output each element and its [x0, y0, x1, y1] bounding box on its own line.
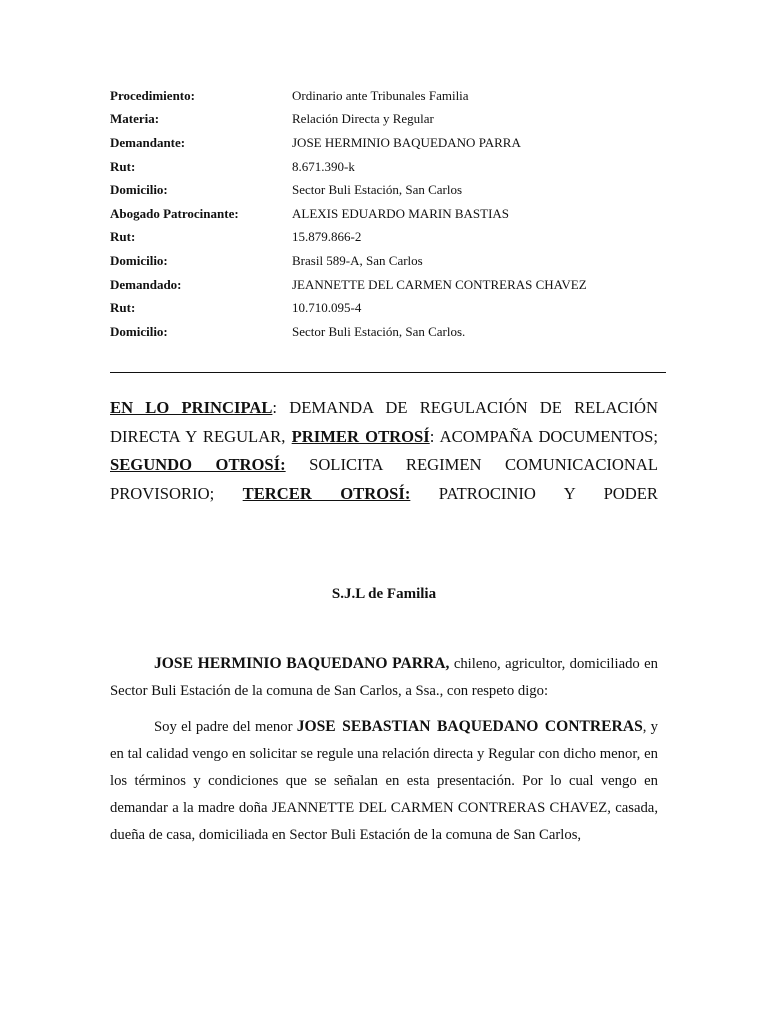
- facts-paragraph: [110, 713, 658, 849]
- header-value: Sector Buli Estación, San Carlos: [292, 182, 463, 198]
- court-title: S.J.L de Familia: [331, 586, 437, 602]
- header-label: Abogado Patrocinante:: [110, 205, 239, 221]
- header-row: [110, 108, 670, 132]
- child-name: JOSE SEBASTIAN BAQUEDANO CONTRERAS: [296, 718, 643, 735]
- header-value: 8.671.390-k: [292, 158, 355, 174]
- facts-text-before: Soy el padre del menor: [154, 719, 297, 735]
- plaintiff-name: JOSE HERMINIO BAQUEDANO PARRA,: [154, 655, 450, 672]
- facts-text-middle: , y en tal calidad vengo en solicitar se regule una relación directa y Regular con dicho menor, en los términos y condiciones que se señalan en esta presentación. Por lo cual vengo en demandar a la madre doña: [110, 719, 659, 816]
- header-row: [110, 202, 670, 226]
- header-row: [110, 249, 670, 273]
- header-row: [110, 296, 670, 320]
- first-otrosi-label: PRIMER OTROSÍ: [291, 426, 430, 446]
- header-label: Domicilio:: [110, 252, 168, 268]
- header-label: Materia:: [110, 111, 160, 127]
- header-label: Rut:: [110, 158, 136, 174]
- header-value: Sector Buli Estación, San Carlos.: [292, 323, 466, 339]
- first-otrosi-text: : ACOMPAÑA DOCUMENTOS;: [429, 426, 658, 446]
- header-label: Domicilio:: [110, 182, 168, 198]
- header-value: Ordinario ante Tribunales Familia: [292, 87, 469, 103]
- header-row: [110, 84, 670, 108]
- header-row: [110, 320, 670, 344]
- section-divider: [110, 372, 666, 373]
- principal-text: : DEMANDA DE REGULACIÓN DE RELACIÓN DIRECTA Y REGULAR,: [110, 398, 658, 446]
- header-row: [110, 155, 670, 179]
- header-label: Demandado:: [110, 276, 182, 292]
- facts-text-after: , casada, dueña de casa, domiciliada en Sector Buli Estación de la comuna de San Carlos,: [110, 800, 658, 843]
- third-otrosi-label: TERCER OTROSÍ:: [242, 483, 411, 503]
- header-value: Brasil 589-A, San Carlos: [292, 252, 423, 268]
- header-row: [110, 273, 670, 297]
- header-label: Rut:: [110, 229, 136, 245]
- header-value: 10.710.095-4: [292, 300, 362, 316]
- third-otrosi-text: PATROCINIO Y PODER: [410, 483, 658, 503]
- header-label: Domicilio:: [110, 323, 168, 339]
- header-row: [110, 226, 670, 250]
- mother-name: JEANNETTE DEL CARMEN CONTRERAS CHAVEZ: [271, 800, 608, 816]
- header-value: JOSE HERMINIO BAQUEDANO PARRA: [292, 134, 521, 150]
- intro-paragraph: [110, 650, 658, 705]
- header-label: Rut:: [110, 300, 136, 316]
- header-value: JEANNETTE DEL CARMEN CONTRERAS CHAVEZ: [292, 276, 587, 292]
- case-header-table: [110, 84, 670, 344]
- petition-summary: [110, 394, 658, 508]
- header-row: [110, 178, 670, 202]
- header-value: Relación Directa y Regular: [292, 111, 434, 127]
- header-row: [110, 131, 670, 155]
- principal-label: EN LO PRINCIPAL: [110, 398, 273, 417]
- header-label: Procedimiento:: [110, 87, 195, 103]
- intro-text: chileno, agricultor, domiciliado en Sector Buli Estación de la comuna de San Carlos, a Ssa., con respeto digo:: [110, 656, 658, 699]
- second-otrosi-text: SOLICITA REGIMEN COMUNICACIONAL PROVISORIO;: [110, 455, 659, 503]
- header-value: 15.879.866-2: [292, 229, 362, 245]
- petition-body: [110, 650, 658, 857]
- second-otrosi-label: SEGUNDO OTROSÍ:: [110, 455, 286, 474]
- header-label: Demandante:: [110, 134, 186, 150]
- header-value: ALEXIS EDUARDO MARIN BASTIAS: [292, 205, 510, 221]
